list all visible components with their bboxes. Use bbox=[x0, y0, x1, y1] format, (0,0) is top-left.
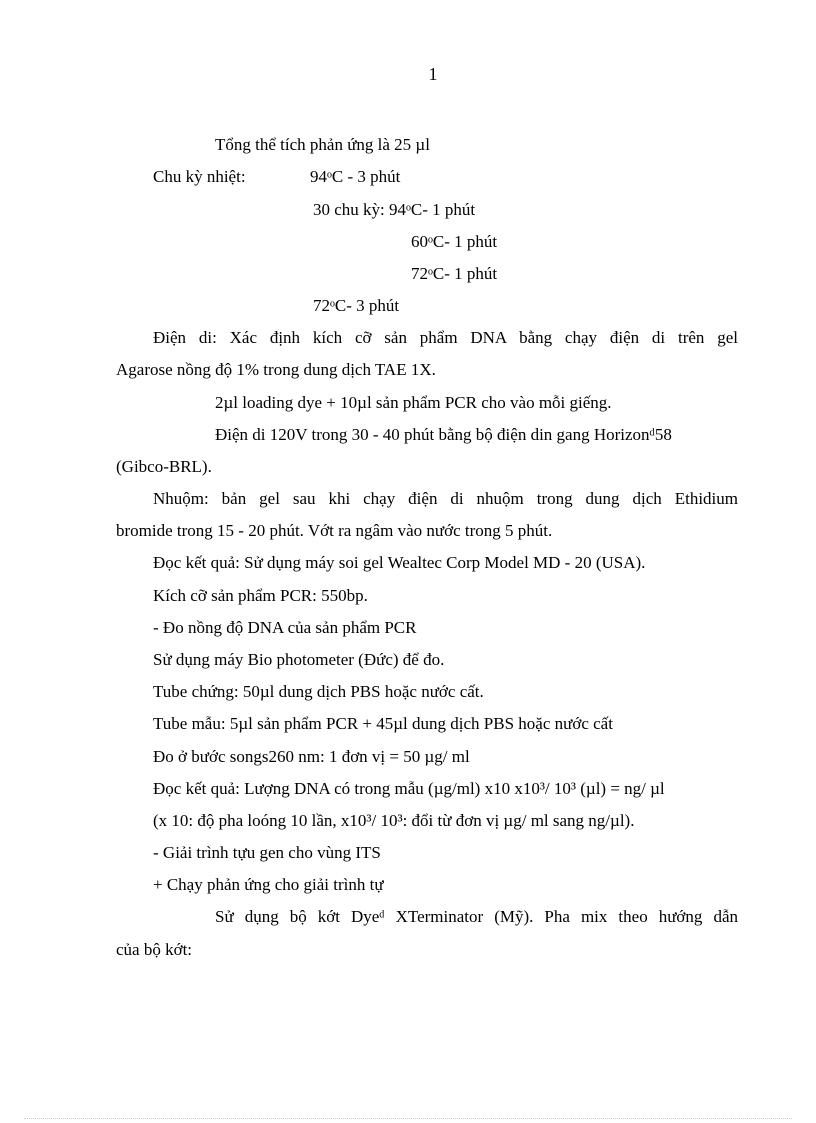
cycle-step-denature: 30 chu kỳ: 94ᵒC- 1 phút bbox=[313, 200, 476, 219]
staining-paragraph-cont: bromide trong 15 - 20 phút. Vớt ra ngâm vào nước trong 5 phút. bbox=[116, 521, 553, 540]
cycle-step-anneal: 60ᵒC- 1 phút bbox=[411, 232, 498, 251]
read-result-line: Đọc kết quả: Sử dụng máy soi gel Wealtec Corp Model MD - 20 (USA). bbox=[153, 553, 646, 572]
total-volume-line: Tổng thể tích phản ứng là 25 µl bbox=[215, 135, 430, 154]
wavelength-line: Đo ở bước songs260 nm: 1 đơn vị = 50 µg/ ml bbox=[153, 747, 470, 766]
thermal-cycle-label: Chu kỳ nhiệt: bbox=[153, 167, 246, 186]
cycle-step-extend: 72ᵒC- 1 phút bbox=[411, 264, 498, 283]
control-tube-line: Tube chứng: 50µl dung dịch PBS hoặc nước cất. bbox=[153, 682, 484, 701]
dna-concentration-heading: - Đo nồng độ DNA của sản phẩm PCR bbox=[153, 618, 417, 637]
initial-denature-step: 94ᵒC - 3 phút bbox=[310, 167, 401, 186]
result-formula-line: Đọc kết quả: Lượng DNA có trong mẫu (µg/ml) x10 x10³/ 10³ (µl) = ng/ µl bbox=[153, 779, 665, 798]
page-bottom-rule bbox=[24, 1118, 792, 1119]
kit-paragraph-cont: của bộ kớt: bbox=[116, 940, 193, 959]
photometer-line: Sử dụng máy Bio photometer (Đức) để đo. bbox=[153, 650, 445, 669]
loading-dye-line: 2µl loading dye + 10µl sản phẩm PCR cho vào mỗi giếng. bbox=[215, 393, 612, 412]
electrophoresis-paragraph-cont: Agarose nồng độ 1% trong dung dịch TAE 1X. bbox=[116, 360, 436, 379]
electrophoresis-conditions-line: Điện di 120V trong 30 - 40 phút bằng bộ điện din gang Horizonᵈ58 bbox=[215, 425, 672, 444]
pcr-size-line: Kích cỡ sản phẩm PCR: 550bp. bbox=[153, 586, 368, 605]
page-number: 1 bbox=[428, 64, 438, 84]
sequencing-reaction-heading: + Chạy phản ứng cho giải trình tự bbox=[153, 875, 384, 894]
sequencing-heading: - Giải trình tựu gen cho vùng ITS bbox=[153, 843, 381, 862]
staining-paragraph: Nhuộm: bản gel sau khi chạy điện di nhuộm trong dung dịch Ethidium bbox=[153, 489, 738, 508]
sample-tube-line: Tube mẫu: 5µl sản phẩm PCR + 45µl dung dịch PBS hoặc nước cất bbox=[153, 714, 613, 733]
electrophoresis-paragraph: Điện di: Xác định kích cỡ sản phẩm DNA bằng chạy điện di trên gel bbox=[153, 328, 738, 347]
kit-paragraph: Sử dụng bộ kớt Dyeᵈ XTerminator (Mỹ). Pha mix theo hướng dẫn bbox=[215, 907, 738, 926]
electrophoresis-conditions-cont: (Gibco-BRL). bbox=[116, 457, 212, 476]
final-extension-step: 72ᵒC- 3 phút bbox=[313, 296, 400, 315]
formula-explanation-line: (x 10: độ pha loóng 10 lần, x10³/ 10³: đổi từ đơn vị µg/ ml sang ng/µl). bbox=[153, 811, 635, 830]
